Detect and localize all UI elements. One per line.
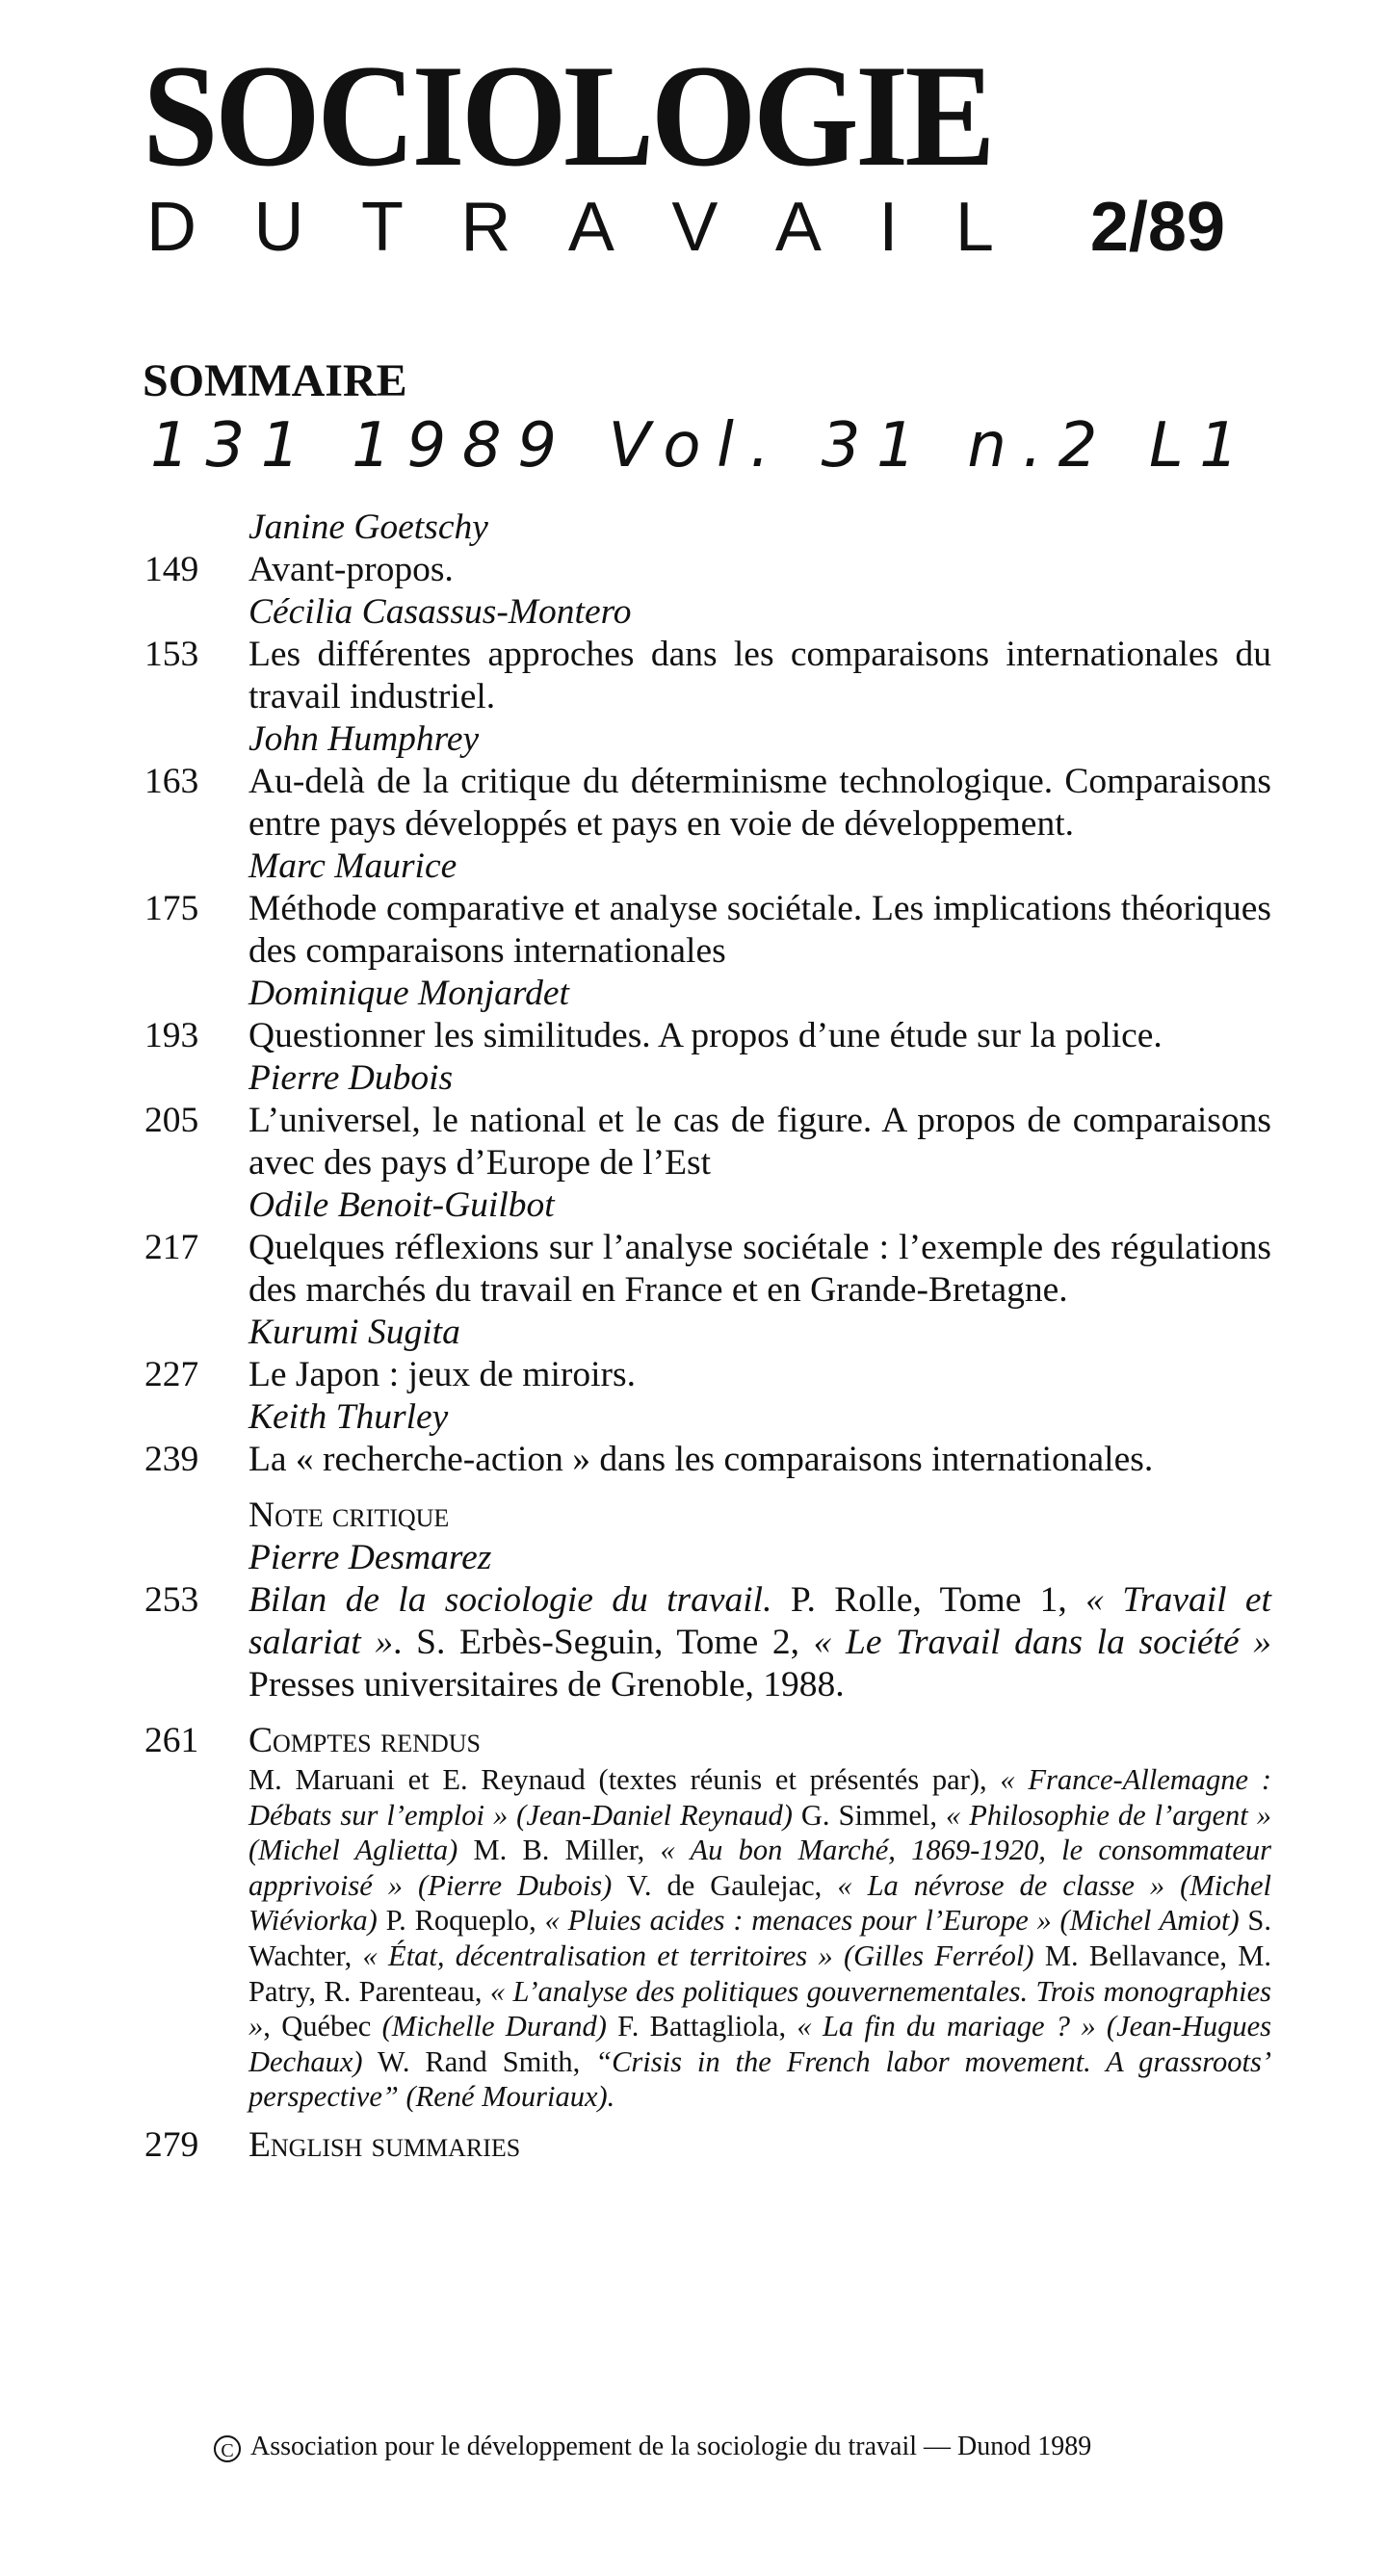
toc-entry[interactable]	[144, 761, 1271, 846]
page-number: 227	[144, 1355, 199, 1394]
article-title: L’universel, le national et le cas de figure. A propos de comparaisons avec des pays d’Europe de l’Est	[248, 1101, 1271, 1183]
review-title: « La névrose de classe » (Michel Wiéviorka)	[248, 1868, 1271, 1938]
toc-entry[interactable]	[144, 1100, 1271, 1184]
note-critique-heading: Note critique	[248, 1496, 450, 1535]
review-text: , Québec	[263, 2010, 382, 2043]
summaries-entry[interactable]	[144, 2124, 1271, 2167]
review-text: W. Rand Smith,	[362, 2044, 596, 2078]
comptes-rendus-list	[248, 1762, 1271, 2115]
article-author: Keith Thurley	[248, 1397, 449, 1437]
toc-author-row	[144, 507, 1271, 549]
summaries-heading: English summaries	[248, 2124, 521, 2165]
toc-author-row	[144, 1396, 1271, 1439]
note-text: P. Rolle, Tome 1,	[771, 1580, 1086, 1620]
toc-author-row	[144, 973, 1271, 1015]
journal-title: SOCIOLOGIE	[143, 35, 992, 196]
toc-author-row	[144, 1537, 1271, 1579]
review-text: F. Battagliola,	[606, 2010, 797, 2043]
note-text: Presses universitaires de Grenoble, 1988.	[248, 1665, 845, 1704]
toc-author-row	[144, 591, 1271, 634]
page-number: 175	[144, 889, 199, 928]
article-title: Au-delà de la critique du déterminisme technologique. Comparaisons entre pays développés et pays en voie de développement.	[248, 762, 1271, 844]
toc-author-row	[144, 718, 1271, 761]
article-title: La « recherche-action » dans les comparaisons internationales.	[248, 1440, 1154, 1479]
book-title: Bilan de la sociologie du travail.	[248, 1580, 772, 1620]
subtitle-letter: U	[253, 189, 304, 266]
subtitle-letter: D	[146, 189, 196, 266]
page-number: 279	[144, 2124, 199, 2165]
note-critique-entry[interactable]	[144, 1579, 1271, 1706]
article-author: Cécilia Casassus-Montero	[248, 592, 632, 632]
comptes-rendus-heading: Comptes rendus	[248, 1721, 481, 1760]
toc-entry[interactable]	[144, 1439, 1271, 1481]
page-number: 217	[144, 1228, 199, 1267]
review-text: M. Maruani et E. Reynaud (textes réunis et présentés par),	[248, 1763, 1001, 1796]
toc-entry[interactable]	[144, 549, 1271, 591]
page-number: 205	[144, 1101, 199, 1140]
toc-entry[interactable]	[144, 634, 1271, 718]
review-text: M. Bellavance, M. Patry, R. Parenteau,	[248, 1939, 1272, 2008]
page-number: 193	[144, 1016, 199, 1055]
book-subtitle: « Le Travail dans la société »	[813, 1623, 1271, 1662]
issue-number: 2/89	[1089, 189, 1225, 266]
article-title: Le Japon : jeux de miroirs.	[248, 1355, 636, 1394]
subtitle-letter: V	[671, 189, 719, 266]
article-author: John Humphrey	[248, 719, 480, 759]
review-title: « État, décentralisation et territoires » (Gilles Ferréol)	[362, 1939, 1034, 1972]
article-title: Quelques réflexions sur l’analyse sociétale : l’exemple des régulations des marchés du travail en France et en Grande-Bretagne.	[248, 1228, 1271, 1310]
copyright-icon: C	[214, 2435, 241, 2462]
review-text: G. Simmel,	[792, 1798, 946, 1832]
copyright-text: Association pour le développement de la sociologie du travail — Dunod 1989	[250, 2432, 1092, 2461]
review-title: “Crisis in the French labor movement. A grassroots’ perspective” (René Mouriaux).	[248, 2044, 1271, 2114]
handwritten-text: 131 1989 Vol. 31 n.2 L1	[150, 410, 1239, 481]
subtitle-letters	[146, 189, 994, 266]
page-number: 163	[144, 762, 199, 801]
article-author: Kurumi Sugita	[248, 1313, 460, 1352]
review-title: « France-Allemagne : Débats sur l’emploi » (Jean-Daniel Reynaud)	[248, 1763, 1271, 1832]
subtitle-letter: I	[878, 189, 899, 266]
article-title: Questionner les similitudes. A propos d’une étude sur la police.	[248, 1016, 1163, 1055]
subtitle-letter: A	[567, 189, 614, 266]
article-title: Méthode comparative et analyse sociétale. Les implications théoriques des comparaisons internationales	[248, 889, 1271, 971]
toc-entry[interactable]	[144, 888, 1271, 973]
comptes-rendus-entry[interactable]	[144, 1720, 1271, 1762]
toc-entry[interactable]	[144, 1354, 1271, 1396]
comptes-rendus-body-row	[144, 1762, 1271, 2115]
subtitle-letter: T	[360, 189, 404, 266]
review-title: « L’analyse des politiques gouvernementales. Trois monographies »	[248, 1974, 1271, 2043]
handwritten-catalog-note	[144, 403, 1252, 483]
article-author: Marc Maurice	[248, 846, 457, 886]
handwriting-icon	[144, 403, 1252, 483]
toc-author-row	[144, 1184, 1271, 1227]
copyright-footer	[214, 2431, 1215, 2463]
toc-author-row	[144, 1057, 1271, 1100]
article-title: Les différentes approches dans les comparaisons internationales du travail industriel.	[248, 635, 1271, 716]
review-text: S. Wachter,	[248, 1904, 1271, 1972]
review-text: V. de Gaulejac,	[612, 1868, 838, 1902]
toc-entry[interactable]	[144, 1015, 1271, 1057]
subtitle-letter: L	[954, 189, 994, 266]
page-number: 239	[144, 1440, 199, 1479]
toc-author-row	[144, 846, 1271, 888]
note-critique-heading-row	[144, 1495, 1271, 1537]
subtitle-letter: R	[460, 189, 511, 266]
article-author: Janine Goetschy	[248, 507, 488, 547]
review-title: « Philosophie de l’argent » (Michel Aglietta)	[248, 1798, 1271, 1867]
review-title: « La fin du mariage ? » (Jean-Hugues Dechaux)	[248, 2010, 1271, 2078]
book-subtitle: « Travail et salariat »	[248, 1580, 1271, 1662]
note-critique-text	[248, 1579, 1271, 1706]
page-number: 261	[144, 1721, 199, 1760]
subtitle-letter: A	[774, 189, 822, 266]
page-number: 149	[144, 550, 199, 589]
toc-entry[interactable]	[144, 1227, 1271, 1312]
review-title: (Michelle Durand)	[381, 2010, 607, 2043]
review-title: « Au bon Marché, 1869-1920, le consommateur apprivoisé » (Pierre Dubois)	[248, 1834, 1272, 1902]
section-heading: SOMMAIRE	[143, 355, 407, 406]
toc-author-row	[144, 1312, 1271, 1354]
article-title: Avant-propos.	[248, 550, 454, 589]
article-author: Pierre Desmarez	[248, 1538, 492, 1577]
review-text: M. B. Miller,	[457, 1834, 661, 1867]
review-text: P. Roqueplo,	[377, 1904, 545, 1938]
page-number: 153	[144, 635, 199, 674]
review-title: « Pluies acides : menaces pour l’Europe » (Michel Amiot)	[544, 1904, 1240, 1938]
page-number: 253	[144, 1580, 199, 1620]
article-author: Odile Benoit-Guilbot	[248, 1185, 555, 1225]
article-author: Dominique Monjardet	[248, 974, 569, 1013]
table-of-contents	[144, 507, 1271, 2167]
article-author: Pierre Dubois	[248, 1058, 454, 1098]
journal-subtitle	[146, 189, 1225, 266]
note-text: . S. Erbès-Seguin, Tome 2,	[393, 1623, 814, 1662]
